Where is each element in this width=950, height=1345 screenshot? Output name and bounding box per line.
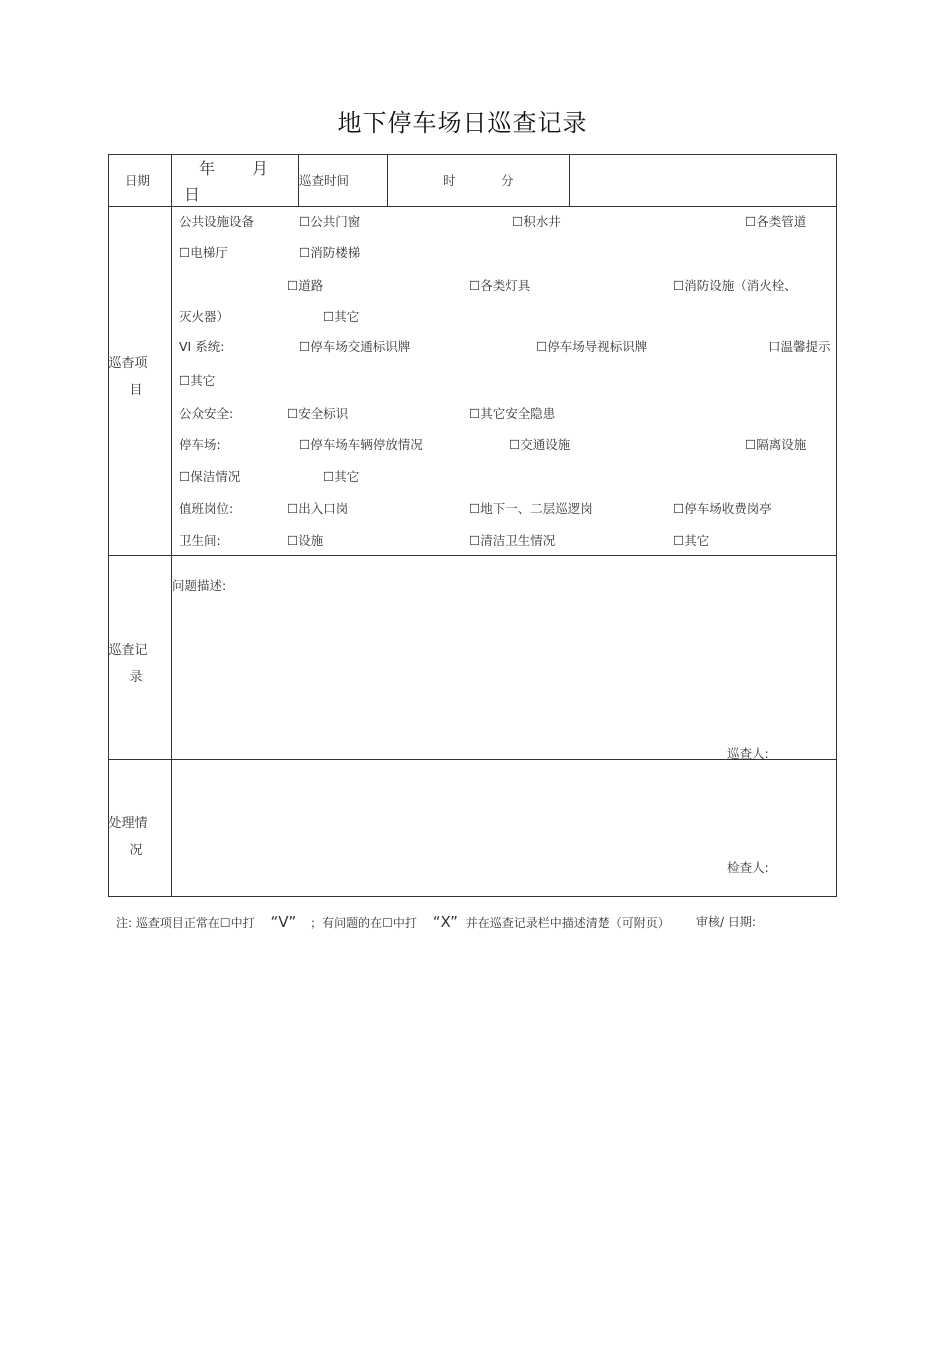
checkbox-fire-stairs[interactable]: ☐消防楼梯	[299, 245, 361, 260]
footnote-mark-ok: “V”	[270, 913, 297, 931]
checkbox-safety-signs[interactable]: ☐安全标识	[287, 406, 349, 421]
footnote-mark-bad: “X”	[432, 913, 458, 931]
checkbox-patrol-post[interactable]: ☐地下一、二层巡逻岗	[469, 501, 593, 516]
checkbox-roads[interactable]: ☐道路	[287, 278, 324, 293]
footnote-part3: 并在巡查记录栏中描述清楚（可附页）	[465, 916, 670, 930]
checkbox-reminder-signs[interactable]: 口温馨提示	[768, 339, 831, 354]
footnote-part1: 注: 巡查项目正常在☐中打	[116, 916, 255, 930]
checkbox-fire-facilities[interactable]: ☐消防设施（消火栓、	[673, 278, 797, 293]
patrol-time-label: 巡查时间	[299, 173, 350, 188]
checkbox-toll-booth[interactable]: ☐停车场收费岗亭	[673, 501, 772, 516]
checkbox-vi-other[interactable]: ☐其它	[179, 373, 216, 388]
table-border-left	[108, 154, 109, 897]
fire-facilities-continued: 灭火器）	[179, 309, 230, 324]
checkbox-elevator-hall[interactable]: ☐电梯厅	[179, 245, 228, 260]
record-section-label	[108, 637, 148, 691]
page-title: 地下停车场日巡查记录	[337, 109, 588, 137]
checkbox-parking-other[interactable]: ☐其它	[323, 469, 360, 484]
problem-description-area[interactable]	[172, 596, 834, 736]
checkbox-cleaning[interactable]: ☐保洁情况	[179, 469, 241, 484]
header-divider-2	[387, 154, 388, 206]
problem-description-label: 问题描述:	[172, 578, 227, 593]
category-restroom: 卫生间:	[179, 533, 221, 548]
record-label-line2: 录	[129, 670, 143, 685]
date-year: 年	[199, 159, 216, 178]
date-month: 月	[252, 159, 269, 178]
checkbox-restroom-other[interactable]: ☐其它	[673, 533, 710, 548]
category-parking: 停车场:	[179, 437, 221, 452]
handling-section-label	[108, 810, 148, 864]
table-border-bottom	[108, 896, 837, 897]
checkbox-traffic-facilities[interactable]: ☐交通设施	[509, 437, 571, 452]
checkbox-vehicle-parking[interactable]: ☐停车场车辆停放情况	[299, 437, 423, 452]
items-label-line2: 目	[129, 383, 143, 398]
checker-label: 检查人:	[727, 860, 769, 875]
date-label: 日期	[125, 173, 151, 188]
checkbox-restroom-facilities[interactable]: ☐设施	[287, 533, 324, 548]
handling-area[interactable]	[172, 762, 834, 852]
record-label-line1: 巡査记	[108, 643, 148, 658]
table-divider-header	[108, 206, 837, 207]
review-date-label: 审核/ 日期:	[696, 915, 756, 929]
items-label-line1: 巡杳项	[108, 356, 148, 371]
category-duty-posts: 值班岗位:	[179, 501, 234, 516]
footnote	[116, 913, 670, 931]
time-hour: 时	[443, 173, 456, 188]
date-day: 日	[184, 185, 201, 204]
checkbox-lighting[interactable]: ☐各类灯具	[469, 278, 531, 293]
checkbox-public-doors-windows[interactable]: ☐公共门窗	[299, 214, 361, 229]
items-section-label	[108, 350, 148, 404]
checkbox-pipelines[interactable]: ☐各类管道	[745, 214, 807, 229]
category-vi-system: VI 系统:	[179, 339, 225, 354]
category-public-facilities: 公共设施设备	[179, 214, 255, 229]
table-border-right	[836, 154, 837, 897]
checkbox-entrance-post[interactable]: ☐出入口岗	[287, 501, 349, 516]
table-divider-items	[108, 555, 837, 556]
checkbox-guide-signs[interactable]: ☐停车场导视标识牌	[536, 339, 648, 354]
time-minute: 分	[501, 173, 514, 188]
handling-label-line2: 况	[129, 843, 143, 858]
handling-label-line1: 处理情	[108, 816, 148, 831]
checkbox-sump-well[interactable]: ☐积水井	[512, 214, 561, 229]
checkbox-isolation-facilities[interactable]: ☐隔离设施	[745, 437, 807, 452]
checkbox-restroom-cleaning[interactable]: ☐清洁卫生情况	[469, 533, 556, 548]
header-blank-cell[interactable]	[570, 155, 836, 206]
category-public-safety: 公众安全:	[179, 406, 234, 421]
footnote-part2: ；有问题的在☐中打	[310, 916, 417, 930]
checkbox-public-other[interactable]: ☐其它	[323, 309, 360, 324]
checkbox-traffic-signs[interactable]: ☐停车场交通标识牌	[299, 339, 411, 354]
checkbox-other-hazards[interactable]: ☐其它安全隐患	[469, 406, 556, 421]
inspector-label: 巡查人:	[727, 746, 769, 761]
